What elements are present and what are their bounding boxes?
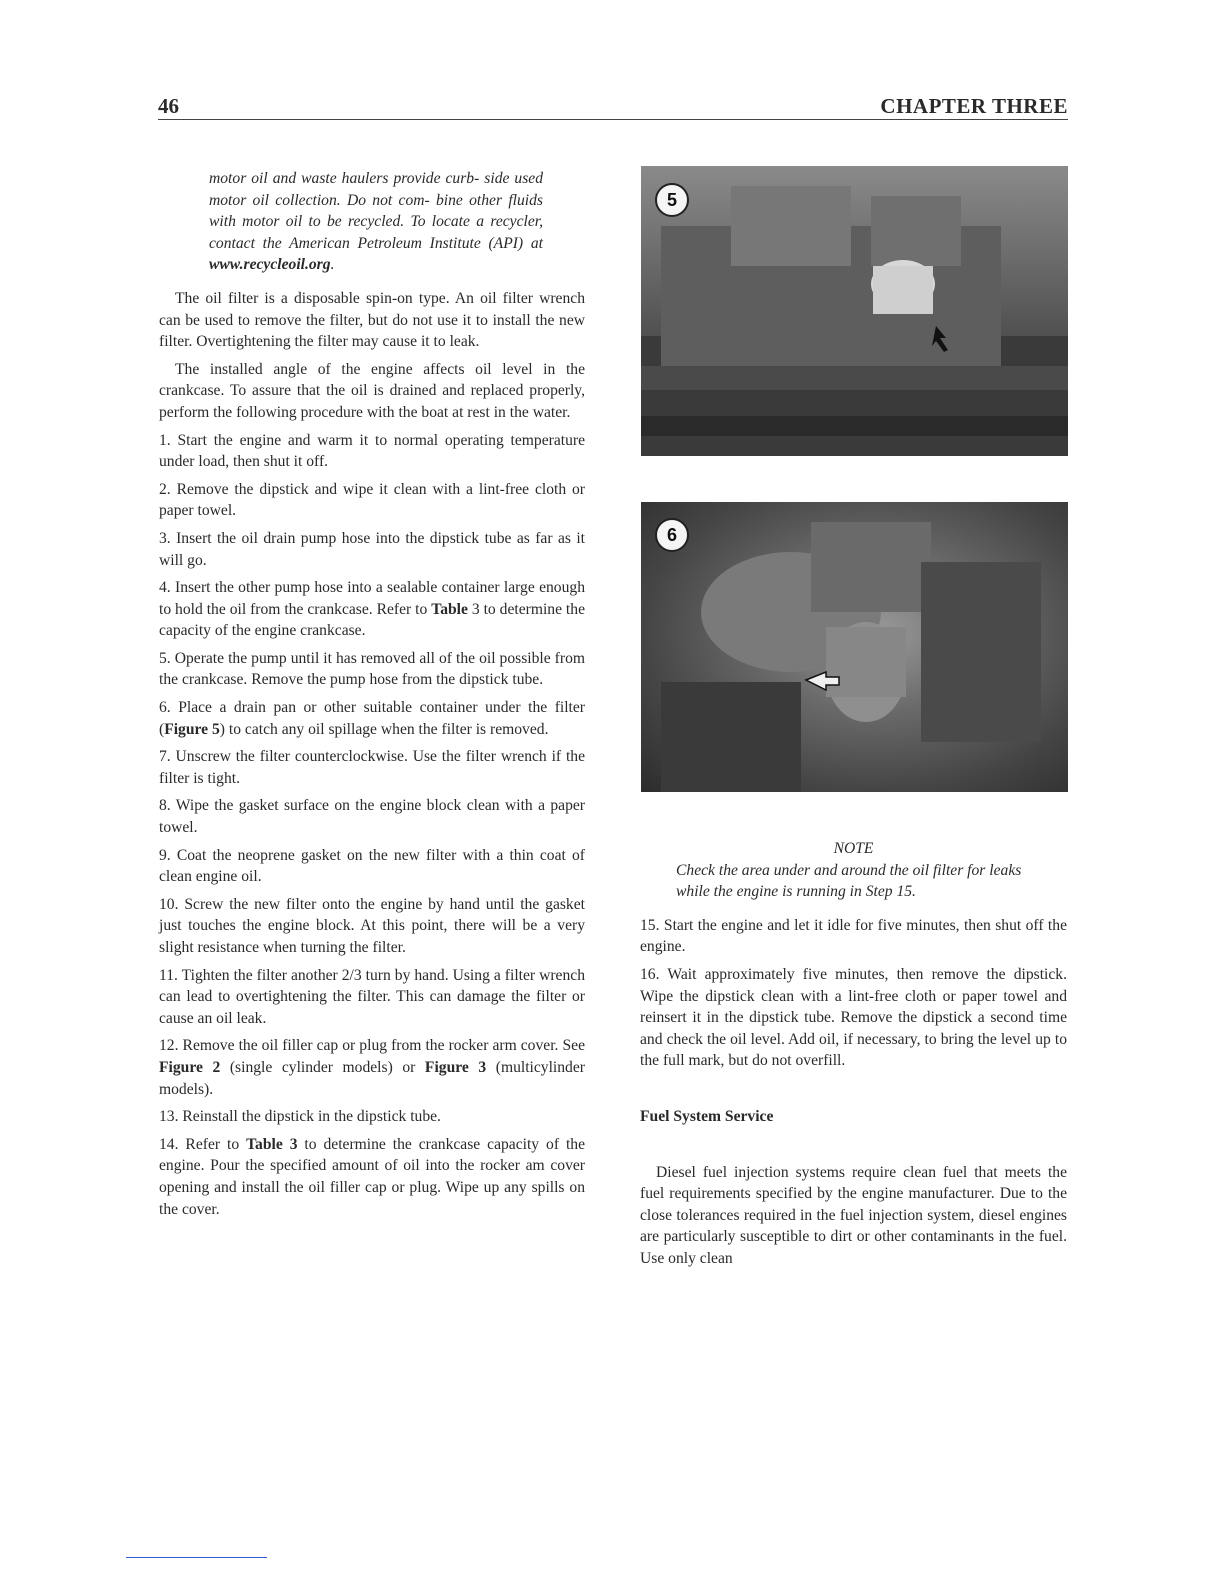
section-heading-fuel: Fuel System Service — [640, 1107, 774, 1125]
step-13: 13. Reinstall the dipstick in the dipstick tube. — [159, 1108, 441, 1126]
figure-6-photo — [641, 502, 1068, 792]
warning-continuation — [209, 168, 543, 276]
header-rule — [158, 119, 1068, 120]
step-5: 5. Operate the pump until it has removed all of the oil possible from the crankcase. Remove the pump hose from the dipstick tube. — [159, 649, 585, 689]
table-3-ref: Table 3 — [246, 1135, 298, 1153]
step-4-text-end: 3 to determine the capacity of the engine crankcase. — [159, 600, 585, 640]
step-7: 7. Unscrew the filter counterclockwise. Use the filter wrench if the filter is tight. — [159, 748, 585, 787]
step-10: 10. Screw the new filter onto the engine by hand until the gasket just touches the engine block. At this point, there will be a very slight resistance when turning the filter. — [159, 895, 585, 956]
left-column — [159, 168, 585, 1226]
fuel-system-paragraph: Diesel fuel injection systems require clean fuel that meets the fuel requirements specified by the engine manufacturer. Due to the close tolerances required in the fuel injection system, diesel engines are particularly susceptible to dirt or other contaminants in the fuel. Use only clean — [640, 1163, 1067, 1267]
step-4 — [159, 577, 585, 642]
step-1: 1. Start the engine and warm it to normal operating temperature under load, then shut it off. — [159, 431, 585, 471]
step-6 — [159, 697, 585, 740]
step-4-text: 4. Insert the other pump hose into a sealable container large enough to hold the oil from the crankcase. Refer to — [159, 579, 585, 618]
warning-line: bine other fluids with motor oil to be — [209, 191, 543, 231]
step-12-text-mid: (single cylinder models) or — [220, 1058, 425, 1076]
step-8: 8. Wipe the gasket surface on the engine block clean with a paper towel. — [159, 797, 585, 837]
oil-filter-paragraph: The oil filter is a disposable spin-on type. An oil filter wrench can be used to remove the filter, but do not use it to install the new filter. Overtightening the filter may cause it to leak. — [159, 289, 585, 351]
step-6-text: 6. Place a drain pan or other suitable container under the filter ( — [159, 699, 585, 738]
warning-line: side used motor oil collection. Do not com- — [209, 170, 544, 209]
step-3: 3. Insert the oil drain pump hose into the dipstick tube as far as it will go. — [159, 529, 585, 569]
step-11: 11. Tighten the filter another 2/3 turn by hand. Using a filter wrench can lead to overtightening the filter. This can damage the filter or cause an oil leak. — [159, 966, 585, 1027]
step-14 — [159, 1134, 585, 1220]
note-title: NOTE — [833, 840, 874, 857]
table-ref: Table — [431, 600, 468, 618]
page-number: 46 — [158, 94, 179, 118]
figure-3-ref: Figure 3 — [424, 1058, 487, 1076]
note-text: Check the area under and around the oil filter for leaks while the engine is running in Step 15. — [676, 861, 1022, 901]
step-14-text: 14. Refer to — [159, 1135, 247, 1153]
step-14-text-end: to determine the crankcase capacity of the engine. Pour the specified amount of oil into the rocker am cover opening and install the oil filler cap or plug. Wipe up any spills on the cover. — [159, 1135, 586, 1218]
step-16: 16. Wait approximately five minutes, then remove the dipstick. Wipe the dipstick clean with a lint-free cloth or paper towel and reinsert it in the dipstick tube. Remove the dipstick a second time and check the oil level. Add oil, if necessary, to bring the level up to the full mark, but do not overfill. — [640, 965, 1067, 1070]
step-12 — [159, 1035, 585, 1100]
step-12-text-end: (multicylinder models). — [159, 1058, 585, 1098]
figure-5-badge: 5 — [655, 183, 689, 217]
step-9: 9. Coat the neoprene gasket on the new filter with a thin coat of clean engine oil. — [159, 846, 585, 886]
right-column — [640, 838, 1067, 1276]
engine-angle-paragraph: The installed angle of the engine affects oil level in the crankcase. To assure that the oil is drained and replaced properly, perform the following procedure with the boat at rest in the water. — [159, 360, 585, 421]
figure-2-ref: Figure 2 — [159, 1058, 221, 1076]
figure-5-ref: Figure 5 — [164, 720, 220, 738]
warning-line: recycled. To locate a recycler, contact the — [209, 213, 544, 252]
step-15: 15. Start the engine and let it idle for five minutes, then shut off the engine. — [640, 916, 1067, 956]
warning-line: American Petroleum Institute (API) at — [289, 234, 543, 252]
engine-photo-6 — [641, 502, 1068, 792]
chapter-title: CHAPTER THREE — [880, 94, 1068, 118]
footer-link-underline — [126, 1557, 267, 1558]
figure-6-badge: 6 — [655, 518, 689, 552]
warning-end: . — [330, 256, 335, 274]
step-12-text: 12. Remove the oil filler cap or plug from the rocker arm cover. See — [159, 1037, 585, 1055]
step-2: 2. Remove the dipstick and wipe it clean with a lint-free cloth or paper towel. — [159, 480, 585, 520]
recycle-url: www.recycleoil.org — [209, 256, 331, 274]
engine-photo-5 — [641, 166, 1068, 456]
step-6-text-end: ) to catch any oil spillage when the filter is removed. — [219, 720, 549, 738]
figure-5-photo — [641, 166, 1068, 456]
warning-line: motor oil and waste haulers provide curb- — [209, 170, 485, 187]
